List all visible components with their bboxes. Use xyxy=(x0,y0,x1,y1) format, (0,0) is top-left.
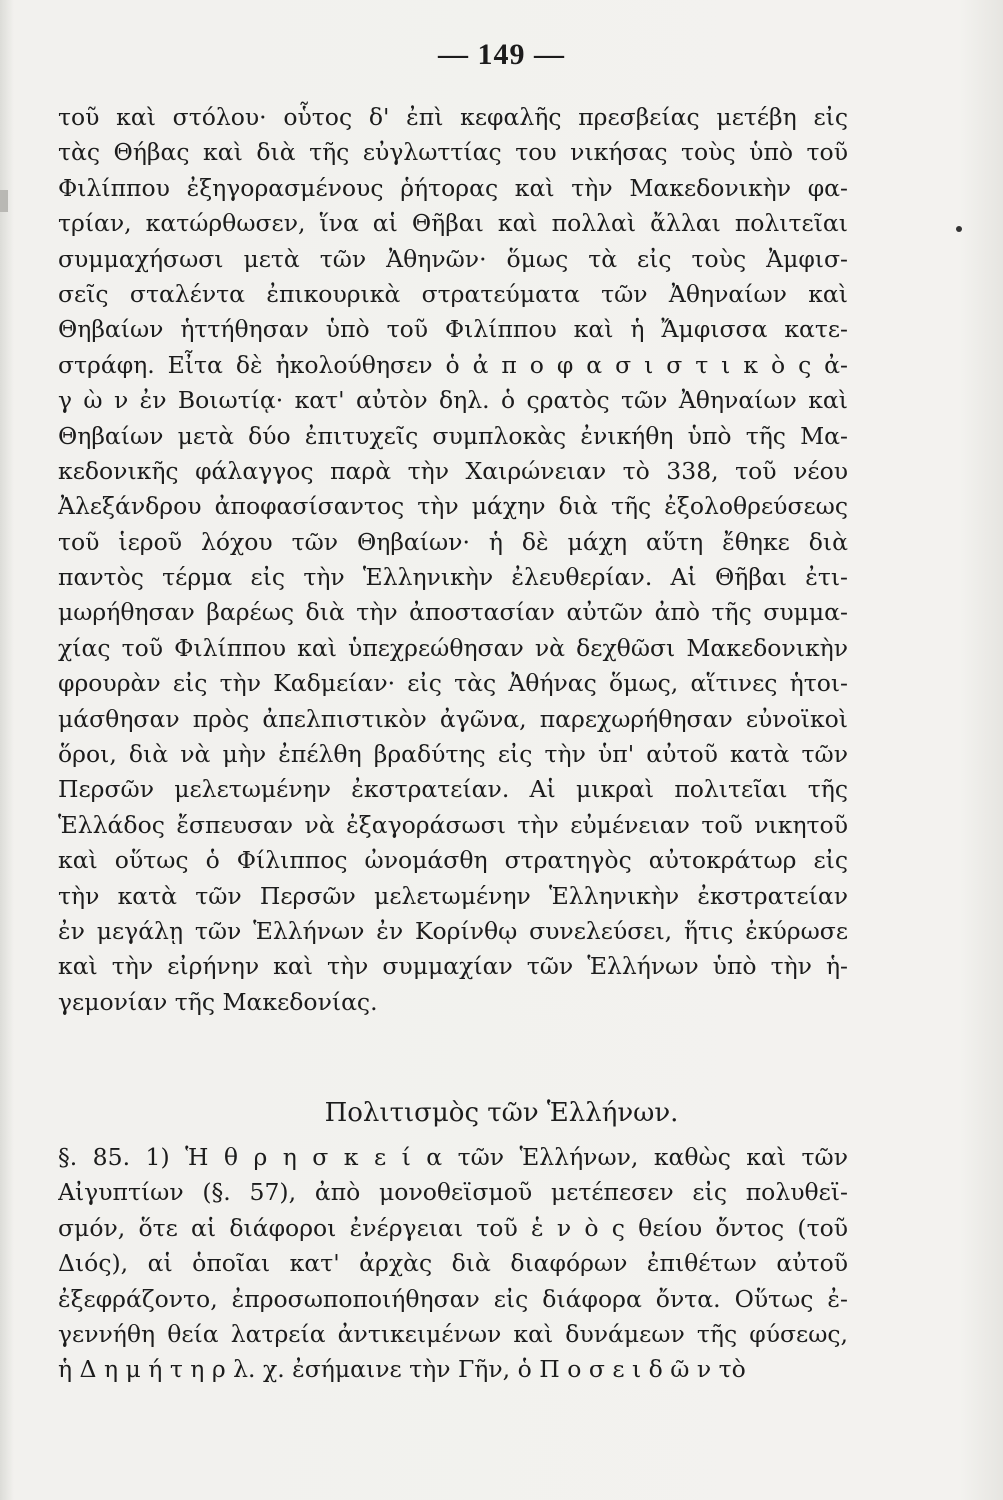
text-line: ἐξεφράζοντο, ἐπροσωποποιήθησαν εἰς διάφορα ὄντα. Οὕτως ἐ- xyxy=(58,1284,848,1313)
text-line: ὅροι, διὰ νὰ μὴν ἐπέλθη βραδύτης εἰς τὴν ὑπ' αὐτοῦ κατὰ τῶν xyxy=(58,740,848,769)
text-line: Ἑλλάδος ἔσπευσαν νὰ ἐξαγοράσωσι τὴν εὐμένειαν τοῦ νικητοῦ xyxy=(58,810,848,839)
text-line: σμόν, ὅτε αἱ διάφοροι ἐνέργειαι τοῦ ἑ ν ὸ ς θείου ὄντος (τοῦ xyxy=(58,1213,848,1242)
text-line: Φιλίππου ἐξηγορασμένους ῥήτορας καὶ τὴν Μακεδονικὴν φα- xyxy=(58,173,848,202)
text-line: στράφη. Εἶτα δὲ ἠκολούθησεν ὁ ἀ π ο φ α σ ι σ τ ι κ ὸ ς ἀ- xyxy=(58,350,848,379)
text-line: Διός), αἱ ὁποῖαι κατ' ἀρχὰς διὰ διαφόρων ἐπιθέτων αὐτοῦ xyxy=(58,1249,848,1278)
text-line: Θηβαίων μετὰ δύο ἐπιτυχεῖς συμπλοκὰς ἐνικήθη ὑπὸ τῆς Μα- xyxy=(58,421,848,450)
text-line: γεμονίαν τῆς Μακεδονίας. xyxy=(58,987,378,1016)
section-heading: Πολιτισμὸς τῶν Ἑλλήνων. xyxy=(324,1098,679,1128)
text-line: σεῖς σταλέντα ἐπικουρικὰ στρατεύματα τῶν Ἀθηναίων καὶ xyxy=(58,279,848,308)
text-line: Ἀλεξάνδρου ἀποφασίσαντος τὴν μάχην διὰ τῆς ἐξολοθρεύσεως xyxy=(58,492,848,521)
text-line: καὶ τὴν εἰρήνην καὶ τὴν συμμαχίαν τῶν Ἑλλήνων ὑπὸ τὴν ἡ- xyxy=(58,952,848,981)
text-line: ἐν μεγάλῃ τῶν Ἑλλήνων ἐν Κορίνθῳ συνελεύσει, ἥτις ἐκύρωσε xyxy=(58,916,848,945)
text-line: συμμαχήσωσι μετὰ τῶν Ἀθηνῶν· ὅμως τὰ εἰς τοὺς Ἀμφισ- xyxy=(58,244,848,273)
text-line: χίας τοῦ Φιλίππου καὶ ὑπεχρεώθησαν νὰ δεχθῶσι Μακεδονικὴν xyxy=(58,633,848,662)
text-line: φρουρὰν εἰς τὴν Καδμείαν· εἰς τὰς Ἀθήνας ὅμως, αἵτινες ἡτοι- xyxy=(58,669,848,698)
text-line: τοῦ ἱεροῦ λόχου τῶν Θηβαίων· ἡ δὲ μάχη αὕτη ἔθηκε διὰ xyxy=(58,527,848,556)
text-line: τὰς Θήβας καὶ διὰ τῆς εὐγλωττίας του νικήσας τοὺς ὑπὸ τοῦ xyxy=(58,138,848,167)
margin-dot xyxy=(956,226,962,232)
text-line: τρίαν, κατώρθωσεν, ἵνα αἱ Θῆβαι καὶ πολλαὶ ἄλλαι πολιτεῖαι xyxy=(58,209,848,238)
text-line: κεδονικῆς φάλαγγος παρὰ τὴν Χαιρώνειαν τὸ 338, τοῦ νέου xyxy=(58,456,848,485)
text-line: γ ὼ ν ἐν Βοιωτίᾳ· κατ' αὐτὸν δηλ. ὁ ςρατὸς τῶν Ἀθηναίων καὶ xyxy=(58,386,848,415)
page-number: — 149 — xyxy=(438,38,565,71)
text-line: Θηβαίων ἡττήθησαν ὑπὸ τοῦ Φιλίππου καὶ ἡ Ἄμφισσα κατε- xyxy=(58,315,848,344)
text-line: γεννήθη θεία λατρεία ἀντικειμένων καὶ δυνάμεων τῆς φύσεως, xyxy=(58,1319,848,1348)
text-line: τὴν κατὰ τῶν Περσῶν μελετωμένην Ἑλληνικὴν ἐκστρατείαν xyxy=(58,881,848,910)
section-text xyxy=(58,1140,848,1388)
text-line: Αἰγυπτίων (§. 57), ἀπὸ μονοθεϊσμοῦ μετέπεσεν εἰς πολυθεϊ- xyxy=(58,1178,848,1207)
text-line: μάσθησαν πρὸς ἀπελπιστικὸν ἀγῶνα, παρεχωρήθησαν εὐνοϊκοὶ xyxy=(58,704,848,733)
binding-edge-mark xyxy=(0,190,8,212)
text-line: §. 85. 1) Ἡ θ ρ η σ κ ε ί α τῶν Ἑλλήνων, καθὼς καὶ τῶν xyxy=(58,1143,848,1171)
text-line: καὶ οὕτως ὁ Φίλιππος ὠνομάσθη στρατηγὸς αὐτοκράτωρ εἰς xyxy=(58,846,848,875)
text-line: μωρήθησαν βαρέως διὰ τὴν ἀποστασίαν αὐτῶν ἀπὸ τῆς συμμα- xyxy=(58,598,848,627)
text-line: ἡ Δ η μ ή τ η ρ λ. χ. ἐσήμαινε τὴν Γῆν, ὁ Π ο σ ε ι δ ῶ ν τὸ xyxy=(58,1355,746,1384)
text-line: τοῦ καὶ στόλου· οὗτος δ' ἐπὶ κεφαλῆς πρεσβείας μετέβη εἰς xyxy=(58,103,848,131)
body-text xyxy=(58,100,848,1020)
text-line: Περσῶν μελετωμένην ἐκστρατείαν. Αἱ μικραὶ πολιτεῖαι τῆς xyxy=(58,775,848,804)
text-line: παντὸς τέρμα εἰς τὴν Ἑλληνικὴν ἐλευθερίαν. Αἱ Θῆβαι ἐτι- xyxy=(58,563,848,592)
